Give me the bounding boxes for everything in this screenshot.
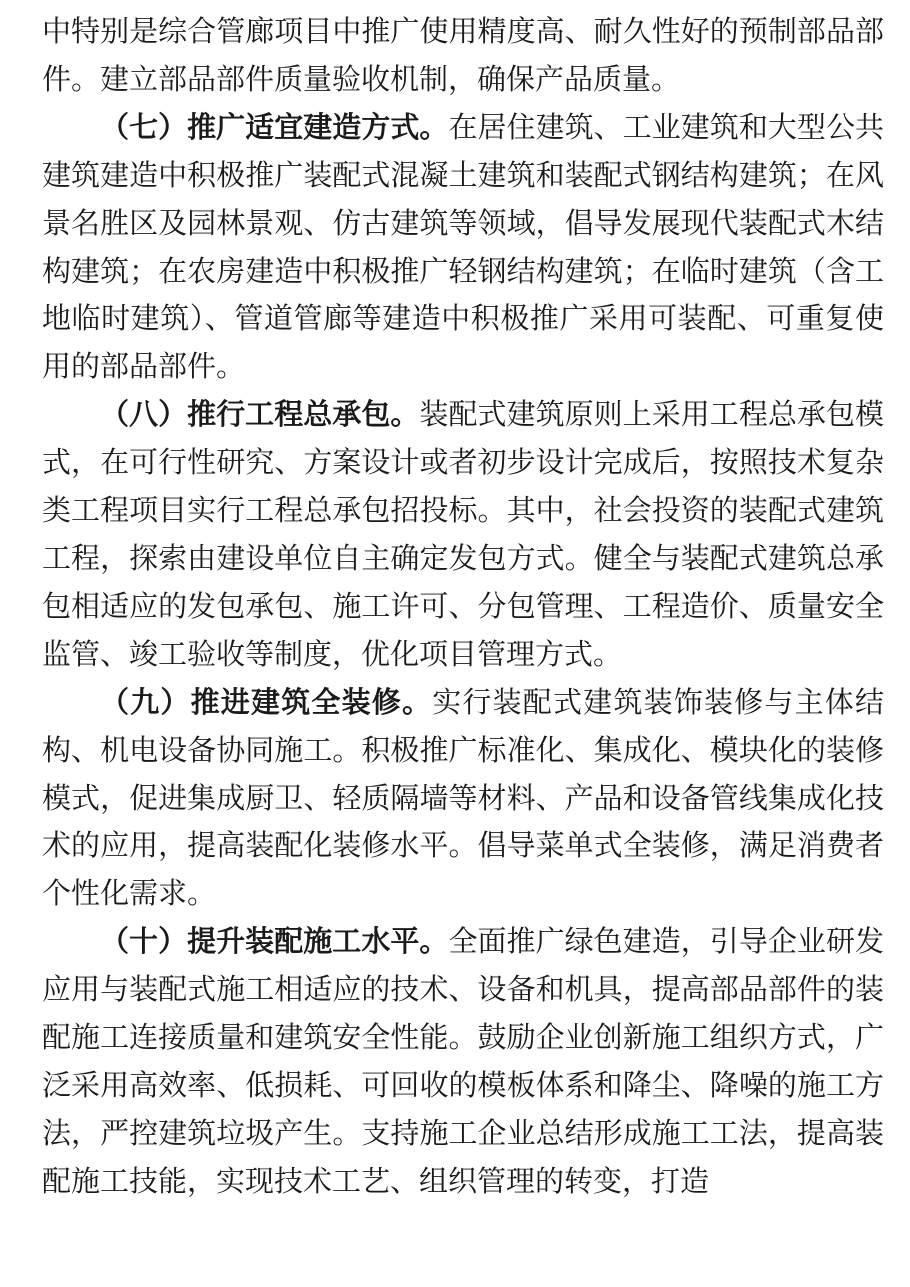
paragraph-body: 全面推广绿色建造，引导企业研发应用与装配式施工相适应的技术、设备和机具，提高部品部件的装配施工连接质量和建筑安全性能。鼓励企业创新施工组织方式，广泛采用高效率、低损耗、可回收的模板体系和降尘、降噪的施工方法，严控建筑垃圾产生。支持施工企业总结形成施工工法，提高装配施工技能，实现技术工艺、组织管理的转变，打造 [42,924,884,1198]
paragraph-heading: （七）推广适宜建造方式。 [100,109,449,144]
paragraph-body: 中特别是综合管廊项目中推广使用精度高、耐久性好的预制部品部件。建立部品部件质量验收机制，确保产品质量。 [42,14,884,96]
paragraph-heading: （九）推进建筑全装修。 [100,684,433,719]
paragraph-ten [42,918,884,1205]
paragraph-heading: （十）提升装配施工水平。 [100,924,449,959]
paragraph-body: 在居住建筑、工业建筑和大型公共建筑建造中积极推广装配式混凝土建筑和装配式钢结构建筑；在风景名胜区及园林景观、仿古建筑等领域，倡导发展现代装配式木结构建筑；在农房建造中积极推广轻钢结构建筑；在临时建筑（含工地临时建筑）、管道管廊等建造中积极推广采用可装配、可重复使用的部品部件。 [42,109,884,384]
paragraph-nine [42,679,884,919]
paragraph-body: 实行装配式建筑装饰装修与主体结构、机电设备协同施工。积极推广标准化、集成化、模块化的装修模式，促进集成厨卫、轻质隔墙等材料、产品和设备管线集成化技术的应用，提高装配化装修水平。倡导菜单式全装修，满足消费者个性化需求。 [42,684,884,911]
paragraph-eight [42,391,884,678]
paragraph-heading: （八）推行工程总承包。 [100,397,420,432]
paragraph-body: 装配式建筑原则上采用工程总承包模式，在可行性研究、方案设计或者初步设计完成后，按照技术复杂类工程项目实行工程总承包招投标。其中，社会投资的装配式建筑工程，探索由建设单位自主确定发包方式。健全与装配式建筑总承包相适应的发包承包、施工许可、分包管理、工程造价、质量安全监管、竣工验收等制度，优化项目管理方式。 [42,397,884,671]
paragraph-seven [42,104,884,391]
paragraph-continuation [42,8,884,104]
